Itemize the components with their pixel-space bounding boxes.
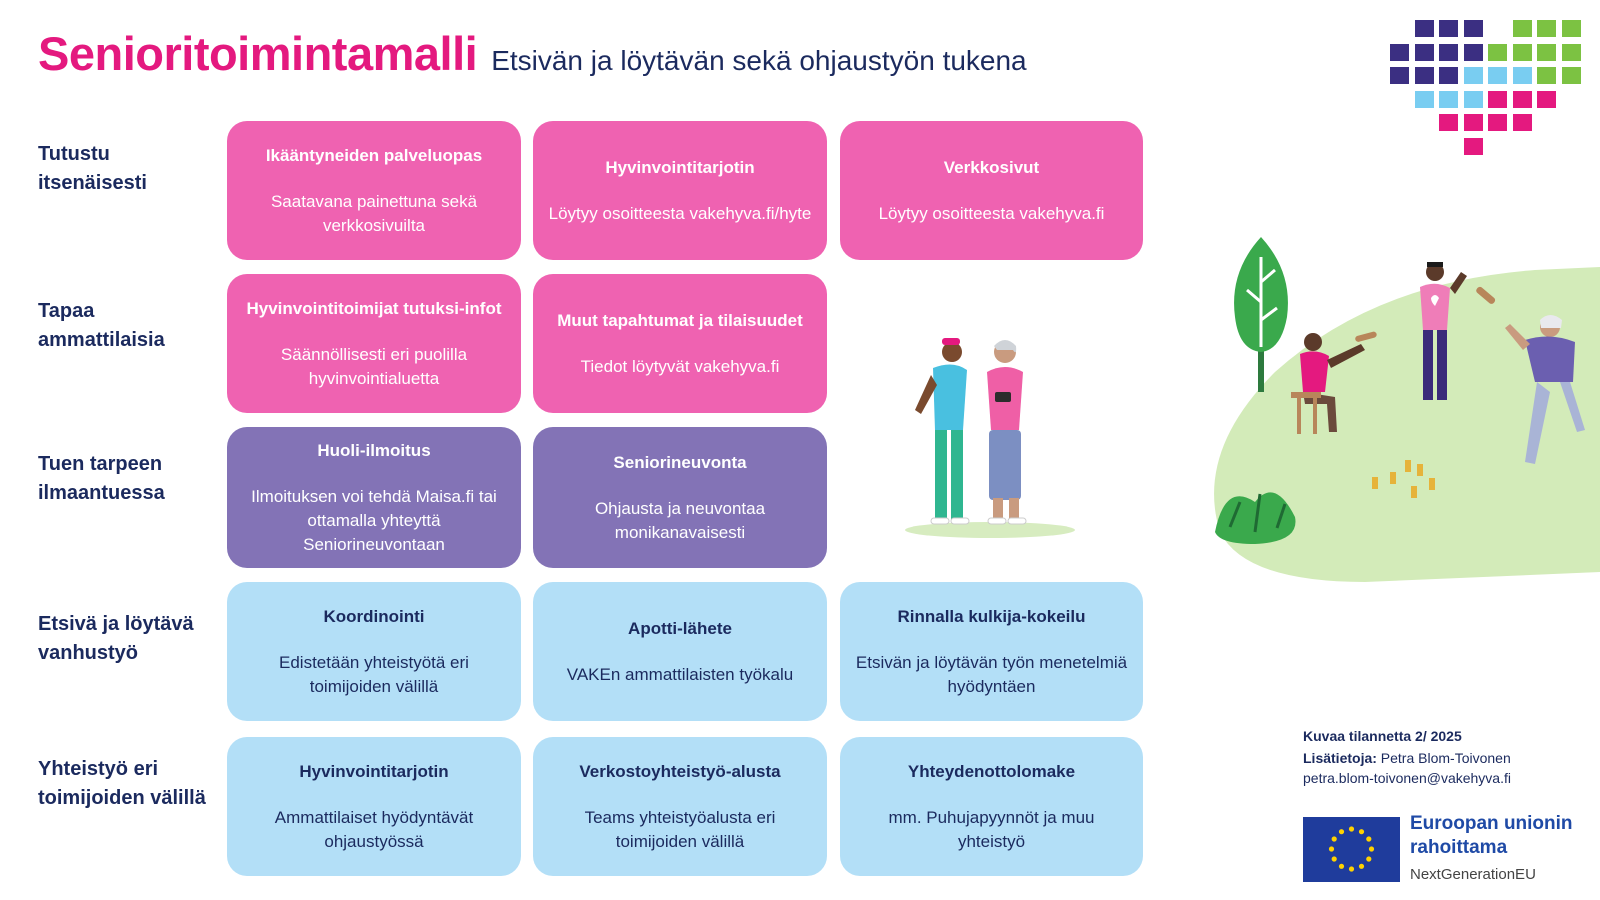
card-title: Hyvinvointitoimijat tutuksi-infot <box>246 298 502 318</box>
contact-info <box>1303 748 1511 768</box>
logo-square <box>1415 91 1434 108</box>
card-palveluopas <box>227 121 521 260</box>
card-seniorineuvonta <box>533 427 827 568</box>
logo-square <box>1464 91 1483 108</box>
card-hyvinvointitarjotin-1 <box>533 121 827 260</box>
logo-square <box>1537 44 1556 61</box>
row-label-line: Yhteistyö eri <box>38 758 159 780</box>
logo-square <box>1464 114 1483 131</box>
row-label-line: Tapaa <box>38 300 95 322</box>
seniors-talking-illustration <box>895 330 1085 540</box>
card-body: Säännöllisesti eri puolilla hyvinvointialuetta <box>280 344 468 388</box>
card-yhteydenottolomake <box>840 737 1143 876</box>
page-header <box>38 26 1027 81</box>
row-label-tutustu <box>38 140 147 198</box>
row-label-tuen-tarpeen <box>38 450 165 508</box>
card-koordinointi <box>227 582 521 721</box>
card-title: Apotti-lähete <box>628 618 732 638</box>
logo-square <box>1464 20 1483 37</box>
eu-line: Euroopan unionin <box>1410 813 1573 834</box>
card-title: Muut tapahtumat ja tilaisuudet <box>557 310 803 330</box>
park-activity-illustration <box>1205 232 1600 592</box>
logo-square <box>1562 44 1581 61</box>
eu-funding-label <box>1410 812 1573 860</box>
card-body: Ohjausta ja neuvontaa monikanavaisesti <box>594 498 766 542</box>
card-body: VAKEn ammattilaisten työkalu <box>566 664 794 684</box>
contact-email-text: petra.blom-toivonen@vakehyva.fi <box>1303 770 1511 786</box>
contact-label: Lisätietoja: <box>1303 750 1377 766</box>
row-label-line: Tuen tarpeen <box>38 453 163 475</box>
card-verkostoyhteistyo <box>533 737 827 876</box>
card-hyvinvointitarjotin-2 <box>227 737 521 876</box>
logo-square <box>1488 67 1507 84</box>
card-title: Yhteydenottolomake <box>907 761 1076 781</box>
logo-square <box>1537 67 1556 84</box>
logo-square <box>1464 67 1483 84</box>
row-label-line: ilmaantuessa <box>38 482 165 504</box>
card-title: Huoli-ilmoitus <box>317 440 431 460</box>
logo-square <box>1488 114 1507 131</box>
status-note <box>1303 726 1462 746</box>
logo-square <box>1464 138 1483 155</box>
row-label-line: itsenäisesti <box>38 172 147 194</box>
logo-square <box>1488 91 1507 108</box>
logo-square <box>1415 44 1434 61</box>
card-title: Verkostoyhteistyö-alusta <box>579 761 781 781</box>
logo-square <box>1439 44 1458 61</box>
row-label-line: vanhustyö <box>38 642 139 664</box>
card-hyvinvointitoimijat <box>227 274 521 413</box>
logo-square <box>1562 20 1581 37</box>
page-title: Senioritoimintamalli <box>38 27 478 80</box>
nextgeneration-label: NextGenerationEU <box>1410 866 1536 883</box>
logo-square <box>1439 67 1458 84</box>
eu-line: rahoittama <box>1410 837 1508 858</box>
contact-email <box>1303 768 1511 788</box>
logo-square <box>1390 67 1409 84</box>
row-label-line: Tutustu <box>38 143 110 165</box>
logo-square <box>1513 44 1532 61</box>
card-body: Ilmoituksen voi tehdä Maisa.fi tai ottamalla yhteyttä Seniorineuvontaan <box>251 486 497 554</box>
logo-square <box>1439 20 1458 37</box>
card-rinnalla-kulkija <box>840 582 1143 721</box>
eu-flag-icon <box>1303 817 1400 882</box>
logo-square <box>1439 91 1458 108</box>
card-huoli-ilmoitus <box>227 427 521 568</box>
card-title: Hyvinvointitarjotin <box>299 761 449 781</box>
card-body: Löytyy osoitteesta vakehyva.fi <box>878 203 1105 223</box>
eu-stars-icon <box>1303 817 1400 882</box>
logo-square <box>1390 44 1409 61</box>
card-body: Saatavana painettuna sekä verkkosivuilta <box>270 191 478 235</box>
card-body: Ammattilaiset hyödyntävät ohjaustyössä <box>274 807 474 851</box>
logo-square <box>1537 20 1556 37</box>
row-label-line: toimijoiden välillä <box>38 787 206 809</box>
logo-square <box>1513 20 1532 37</box>
logo-square <box>1488 44 1507 61</box>
status-text: Kuvaa tilannetta 2/ 2025 <box>1303 728 1462 744</box>
row-label-line: ammattilaisia <box>38 329 165 351</box>
card-title: Hyvinvointitarjotin <box>605 157 755 177</box>
card-title: Verkkosivut <box>943 157 1040 177</box>
logo-square <box>1513 114 1532 131</box>
card-body: Teams yhteistyöalusta eri toimijoiden välillä <box>584 807 776 851</box>
card-body: mm. Puhujapyynnöt ja muu yhteistyö <box>888 807 1095 851</box>
row-label-tapaa <box>38 297 165 355</box>
card-verkkosivut <box>840 121 1143 260</box>
card-body: Etsivän ja löytävän työn menetelmiä hyödyntäen <box>855 652 1128 696</box>
row-label-line: Etsivä ja löytävä <box>38 613 194 635</box>
card-title: Seniorineuvonta <box>613 452 747 472</box>
card-title: Rinnalla kulkija-kokeilu <box>897 606 1086 626</box>
logo-square <box>1537 91 1556 108</box>
card-muut-tapahtumat <box>533 274 827 413</box>
card-title: Ikääntyneiden palveluopas <box>265 145 483 165</box>
logo-square <box>1439 114 1458 131</box>
card-title: Koordinointi <box>323 606 425 626</box>
logo-square <box>1562 67 1581 84</box>
logo-square <box>1415 67 1434 84</box>
logo-square <box>1464 44 1483 61</box>
row-label-etsiva <box>38 610 194 668</box>
logo-square <box>1415 20 1434 37</box>
card-body: Edistetään yhteistyötä eri toimijoiden välillä <box>279 652 469 696</box>
contact-name: Petra Blom-Toivonen <box>1380 750 1511 766</box>
card-apotti-lahete <box>533 582 827 721</box>
logo-square <box>1513 67 1532 84</box>
logo-square <box>1513 91 1532 108</box>
row-label-yhteistyo <box>38 755 206 813</box>
page-subtitle: Etsivän ja löytävän sekä ohjaustyön tukena <box>491 45 1027 76</box>
card-body: Löytyy osoitteesta vakehyva.fi/hyte <box>548 203 812 223</box>
card-body: Tiedot löytyvät vakehyva.fi <box>580 356 780 376</box>
